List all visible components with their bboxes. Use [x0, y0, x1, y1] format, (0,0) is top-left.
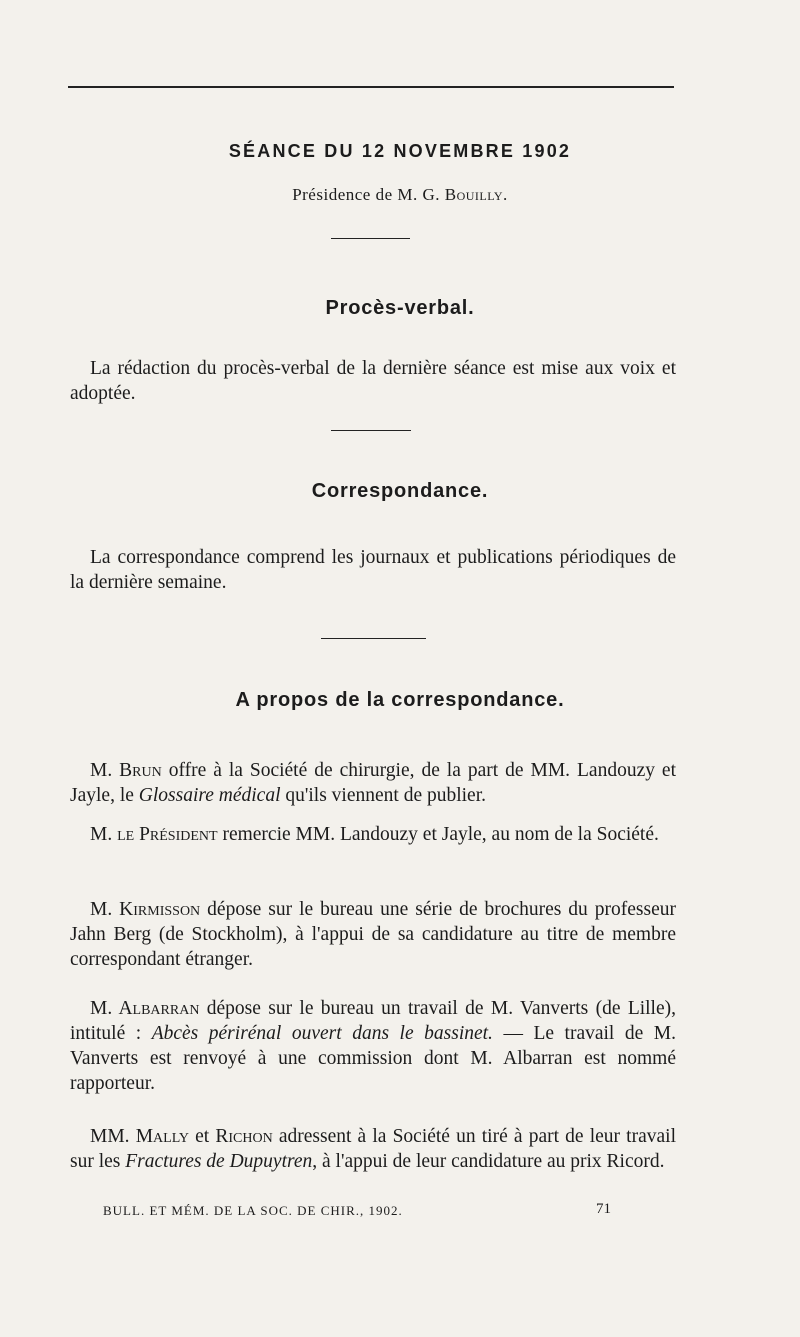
correspondance-text: La correspondance comprend les journaux et publications périodiques de la dernière semaine.: [70, 547, 676, 593]
proces-verbal-text: La rédaction du procès-verbal de la dernière séance est mise aux voix et adoptée.: [70, 358, 676, 404]
footer-citation: BULL. ET MÉM. DE LA SOC. DE CHIR., 1902.: [103, 1203, 403, 1218]
paragraph-mally-richon: [70, 1124, 676, 1174]
page-number: 71: [596, 1201, 611, 1217]
speaker-name: M. Albarran: [90, 998, 200, 1019]
paragraph-text: offre à la Société de chirurgie, de la part de MM. Landouzy et Jayle, le: [70, 760, 677, 806]
italic-title: Glossaire médical: [138, 785, 281, 806]
paragraph-text: dépose sur le bureau un travail de M. Vanverts (de Lille), intitulé :: [70, 998, 677, 1044]
paragraph-text: et: [188, 1126, 216, 1147]
speaker-name: Richon: [215, 1126, 273, 1147]
seance-title: SÉANCE DU 12 NOVEMBRE 1902: [228, 141, 572, 161]
paragraph-president: [70, 822, 676, 847]
paragraph-text: , à l'appui de leur candidature au prix Ricord.: [312, 1151, 665, 1172]
paragraph-text: — Le travail de M. Vanverts est renvoyé à une commission dont M. Albarran est nommé rapporteur.: [70, 1023, 677, 1094]
italic-title: Fractures de Dupuytren: [125, 1151, 313, 1172]
presidence-prefix: Présidence de M. G.: [292, 185, 445, 204]
president-name: Bouilly.: [444, 185, 508, 204]
speaker-name: MM. Mally: [90, 1126, 189, 1147]
heading-proces-verbal: Procès-verbal.: [325, 297, 475, 319]
presidence-line: [0, 185, 800, 205]
heading-a-propos: A propos de la correspondance.: [235, 689, 565, 711]
speaker-name: M. le Président: [90, 824, 218, 845]
paragraph-text: adressent à la Société un tiré à part de leur travail sur les: [70, 1126, 676, 1172]
paragraph-text: qu'ils viennent de publier.: [280, 785, 487, 806]
section-divider: [331, 238, 410, 239]
speaker-name: M. Kirmisson: [90, 899, 201, 920]
section-divider: [321, 638, 426, 639]
paragraph-text: dépose sur le bureau une série de brochures du professeur Jahn Berg (de Stockholm), à l'appui de sa candidature au titre de membre correspondant étranger.: [70, 899, 676, 970]
paragraph-albarran: [70, 996, 676, 1096]
paragraph-text: remercie MM. Landouzy et Jayle, au nom de la Société.: [217, 824, 659, 845]
italic-title: Abcès périrénal ouvert dans le bassinet.: [151, 1023, 493, 1044]
speaker-name: M. Brun: [90, 760, 162, 781]
heading-correspondance: Correspondance.: [311, 480, 489, 502]
section-divider: [331, 430, 411, 431]
paragraph-kirmisson: [70, 897, 676, 972]
top-rule: [68, 86, 674, 88]
paragraph-brun: [70, 758, 676, 808]
